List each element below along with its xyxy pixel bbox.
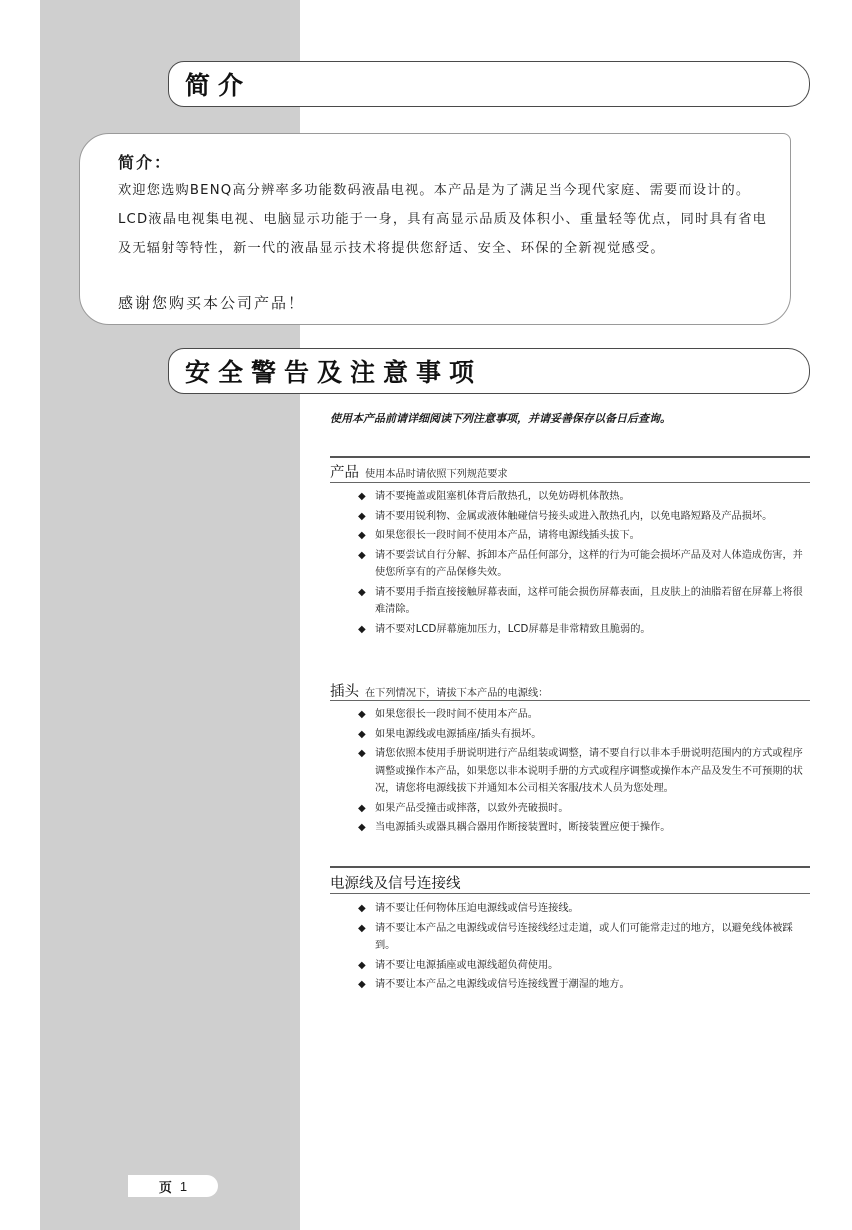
diamond-bullet-icon: ◆ xyxy=(358,922,366,934)
category-rule-top xyxy=(330,456,810,458)
diamond-bullet-icon: ◆ xyxy=(358,979,366,990)
list-item: ◆ 请不要尝试自行分解、拆卸本产品任何部分，这样的行为可能会损坏产品及对人体造成伤害，并使您所享有的产品保修失效。 xyxy=(358,547,804,582)
diamond-bullet-icon: ◆ xyxy=(358,623,366,635)
category-rule-bottom xyxy=(330,482,810,483)
page-number-tab xyxy=(128,1175,218,1197)
category-header-plug xyxy=(330,680,810,701)
list-item: ◆ 请不要掩盖或阻塞机体背后散热孔，以免妨碍机体散热。 xyxy=(358,488,804,506)
diamond-bullet-icon: ◆ xyxy=(358,903,366,914)
intro-heading: 简介： xyxy=(118,153,173,172)
plug-item-list xyxy=(358,706,804,839)
list-item: ◆ 如果您很长一段时间不使用本产品。 xyxy=(358,706,804,724)
list-item: ◆ 请不要用锐利物、金属或液体触碰信号接头或进入散热孔内，以免电路短路及产品损坏。 xyxy=(358,508,804,526)
list-item: ◆ 如果电源线或电源插座/插头有损坏。 xyxy=(358,726,804,744)
section-title-safety-text: 安全警告及注意事项 xyxy=(185,358,483,387)
category-name: 电源线及信号连接线 xyxy=(330,876,461,892)
diamond-bullet-icon: ◆ xyxy=(358,802,366,814)
category-header-product xyxy=(330,461,810,482)
section-title-safety xyxy=(168,348,810,394)
diamond-bullet-icon: ◆ xyxy=(358,549,366,561)
category-name: 插头 xyxy=(330,684,359,700)
list-item: ◆ 请不要让本产品之电源线或信号连接线经过走道，或人们可能常走过的地方，以避免线体被踩到。 xyxy=(358,920,804,955)
section-title-intro-text: 简介 xyxy=(185,71,252,100)
product-item-list xyxy=(358,488,804,640)
category-header-cable xyxy=(330,872,810,893)
intro-thanks: 感谢您购买本公司产品！ xyxy=(118,294,306,312)
list-item: ◆ 当电源插头或器具耦合器用作断接装置时，断接装置应便于操作。 xyxy=(358,819,804,837)
diamond-bullet-icon: ◆ xyxy=(358,491,366,502)
list-item: ◆ 如果您很长一段时间不使用本产品，请将电源线插头拔下。 xyxy=(358,527,804,545)
page-label: 页 xyxy=(158,1180,172,1196)
diamond-bullet-icon: ◆ xyxy=(358,748,366,759)
intro-body: 欢迎您选购BENQ高分辨率多功能数码液晶电视。本产品是为了满足当今现代家庭、需要而设计的。LCD液晶电视集电视、电脑显示功能于一身，具有高显示品质及体积小、重量轻等优点，同时具有省电及无辐射等特性，新一代的液晶显示技术将提供您舒适、安全、环保的全新视觉感受。 xyxy=(118,183,767,256)
list-item: ◆ 请不要对LCD屏幕施加压力，LCD屏幕是非常精致且脆弱的。 xyxy=(358,621,804,639)
page-number: 1 xyxy=(179,1178,188,1194)
cable-item-list xyxy=(358,900,804,996)
list-item: ◆ 请不要用手指直接接触屏幕表面，这样可能会损伤屏幕表面，且皮肤上的油脂若留在屏幕上将很难清除。 xyxy=(358,584,804,619)
list-item: ◆ 如果产品受撞击或摔落，以致外壳破损时。 xyxy=(358,800,804,818)
category-rule-top xyxy=(330,866,810,868)
category-desc: 在下列情况下，请拔下本产品的电源线： xyxy=(365,688,549,699)
section-title-intro xyxy=(168,61,810,107)
diamond-bullet-icon: ◆ xyxy=(358,709,366,720)
list-item: ◆ 请不要让电源插座或电源线超负荷使用。 xyxy=(358,957,804,975)
diamond-bullet-icon: ◆ xyxy=(358,822,366,833)
category-rule-bottom xyxy=(330,700,810,701)
diamond-bullet-icon: ◆ xyxy=(358,510,366,522)
safety-subtitle: 使用本产品前请详细阅读下列注意事项，并请妥善保存以备日后查询。 xyxy=(330,412,671,425)
diamond-bullet-icon: ◆ xyxy=(358,959,366,971)
diamond-bullet-icon: ◆ xyxy=(358,586,366,598)
list-item: ◆ 请不要让本产品之电源线或信号连接线置于潮湿的地方。 xyxy=(358,976,804,994)
list-item: ◆ 请您依照本使用手册说明进行产品组装或调整，请不要自行以非本手册说明范围内的方式或程序调整或操作本产品，如果您以非本说明手册的方式或程序调整或操作本产品及发生不可预期的状况，请您将电源线拔下并通知本公司相关客服/技术人员为您处理。 xyxy=(358,745,804,798)
category-rule-bottom xyxy=(330,893,810,894)
diamond-bullet-icon: ◆ xyxy=(358,728,366,740)
list-item: ◆ 请不要让任何物体压迫电源线或信号连接线。 xyxy=(358,900,804,918)
category-desc: 使用本品时请依照下列规范要求 xyxy=(365,469,508,480)
category-name: 产品 xyxy=(330,465,359,481)
diamond-bullet-icon: ◆ xyxy=(358,530,366,541)
